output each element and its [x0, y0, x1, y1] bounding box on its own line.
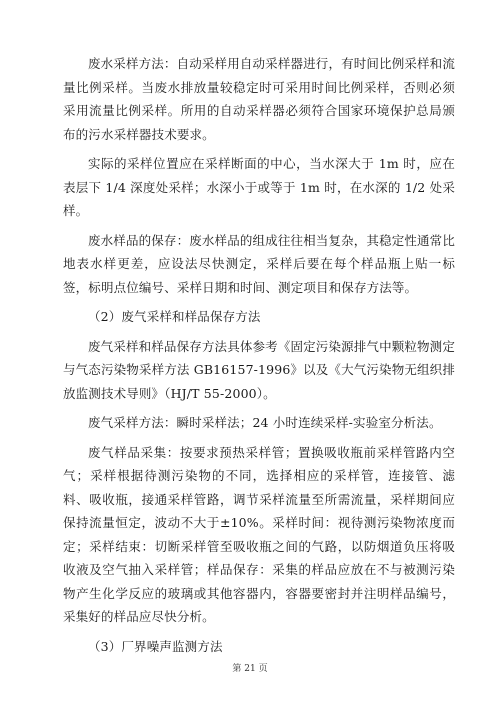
section-heading-noise-monitoring: （3）厂界噪声监测方法: [88, 638, 223, 654]
paragraph-sampling-position: 实际的采样位置应在采样断面的中心，当水深大于 1m 时，应在表层下 1/4 深度处采样；水深小于或等于 1m 时，在水深的 1/2 处采样。: [63, 156, 455, 218]
page-content: [63, 52, 455, 658]
page-number: 第 21 页: [232, 664, 268, 674]
section-heading-exhaust-gas: （2）废气采样和样品保存方法: [88, 309, 261, 324]
paragraph-wastewater-sample-storage: 废水样品的保存：废水样品的组成往往相当复杂，其稳定性通常比地表水样更差，应设法尽快测定，采样后要在每个样品瓶上贴一标签，标明点位编号、采样日期和时间、测定项目和保存方法等。: [63, 232, 455, 295]
paragraph-exhaust-gas-sampling-method: 废气采样方法：瞬时采样法；24 小时连续采样-实验室分析法。: [88, 415, 442, 430]
paragraph-exhaust-gas-sample-collection: 废气样品采集：按要求预热采样管；置换吸收瓶前采样管路内空气；采样根据待测污染物的不同，选择相应的采样管，连接管、滤料、吸收瓶，接通采样管路，调节采样流量至所需流量，采样期间应保持流量恒定，波动不大于±10%。采样时间：视待测污染物浓度而定；采样结束：切断采样管至吸收瓶之间的气路，以防烟道负压将吸收液及空气抽入采样管；样品保存：采集的样品应放在不与被测污染物产生化学反应的玻璃或其他容器内，容器要密封并注明样品编号，采集好的样品应尽快分析。: [63, 444, 455, 624]
paragraph-wastewater-sampling-method: 废水采样方法：自动采样用自动采样器进行，有时间比例采样和流量比例采样。当废水排放量较稳定时可采用时间比例采样，否则必须采用流量比例采样。所用的自动采样器必须符合国家环境保护总局颁布的污水采样器技术要求。: [63, 56, 455, 142]
paragraph-exhaust-gas-references: 废气采样和样品保存方法具体参考《固定污染源排气中颗粒物测定与气态污染物采样方法 GB16157-1996》以及《大气污染物无组织排放监测技术导则》（HJ/T 55-2000）。: [63, 338, 455, 401]
